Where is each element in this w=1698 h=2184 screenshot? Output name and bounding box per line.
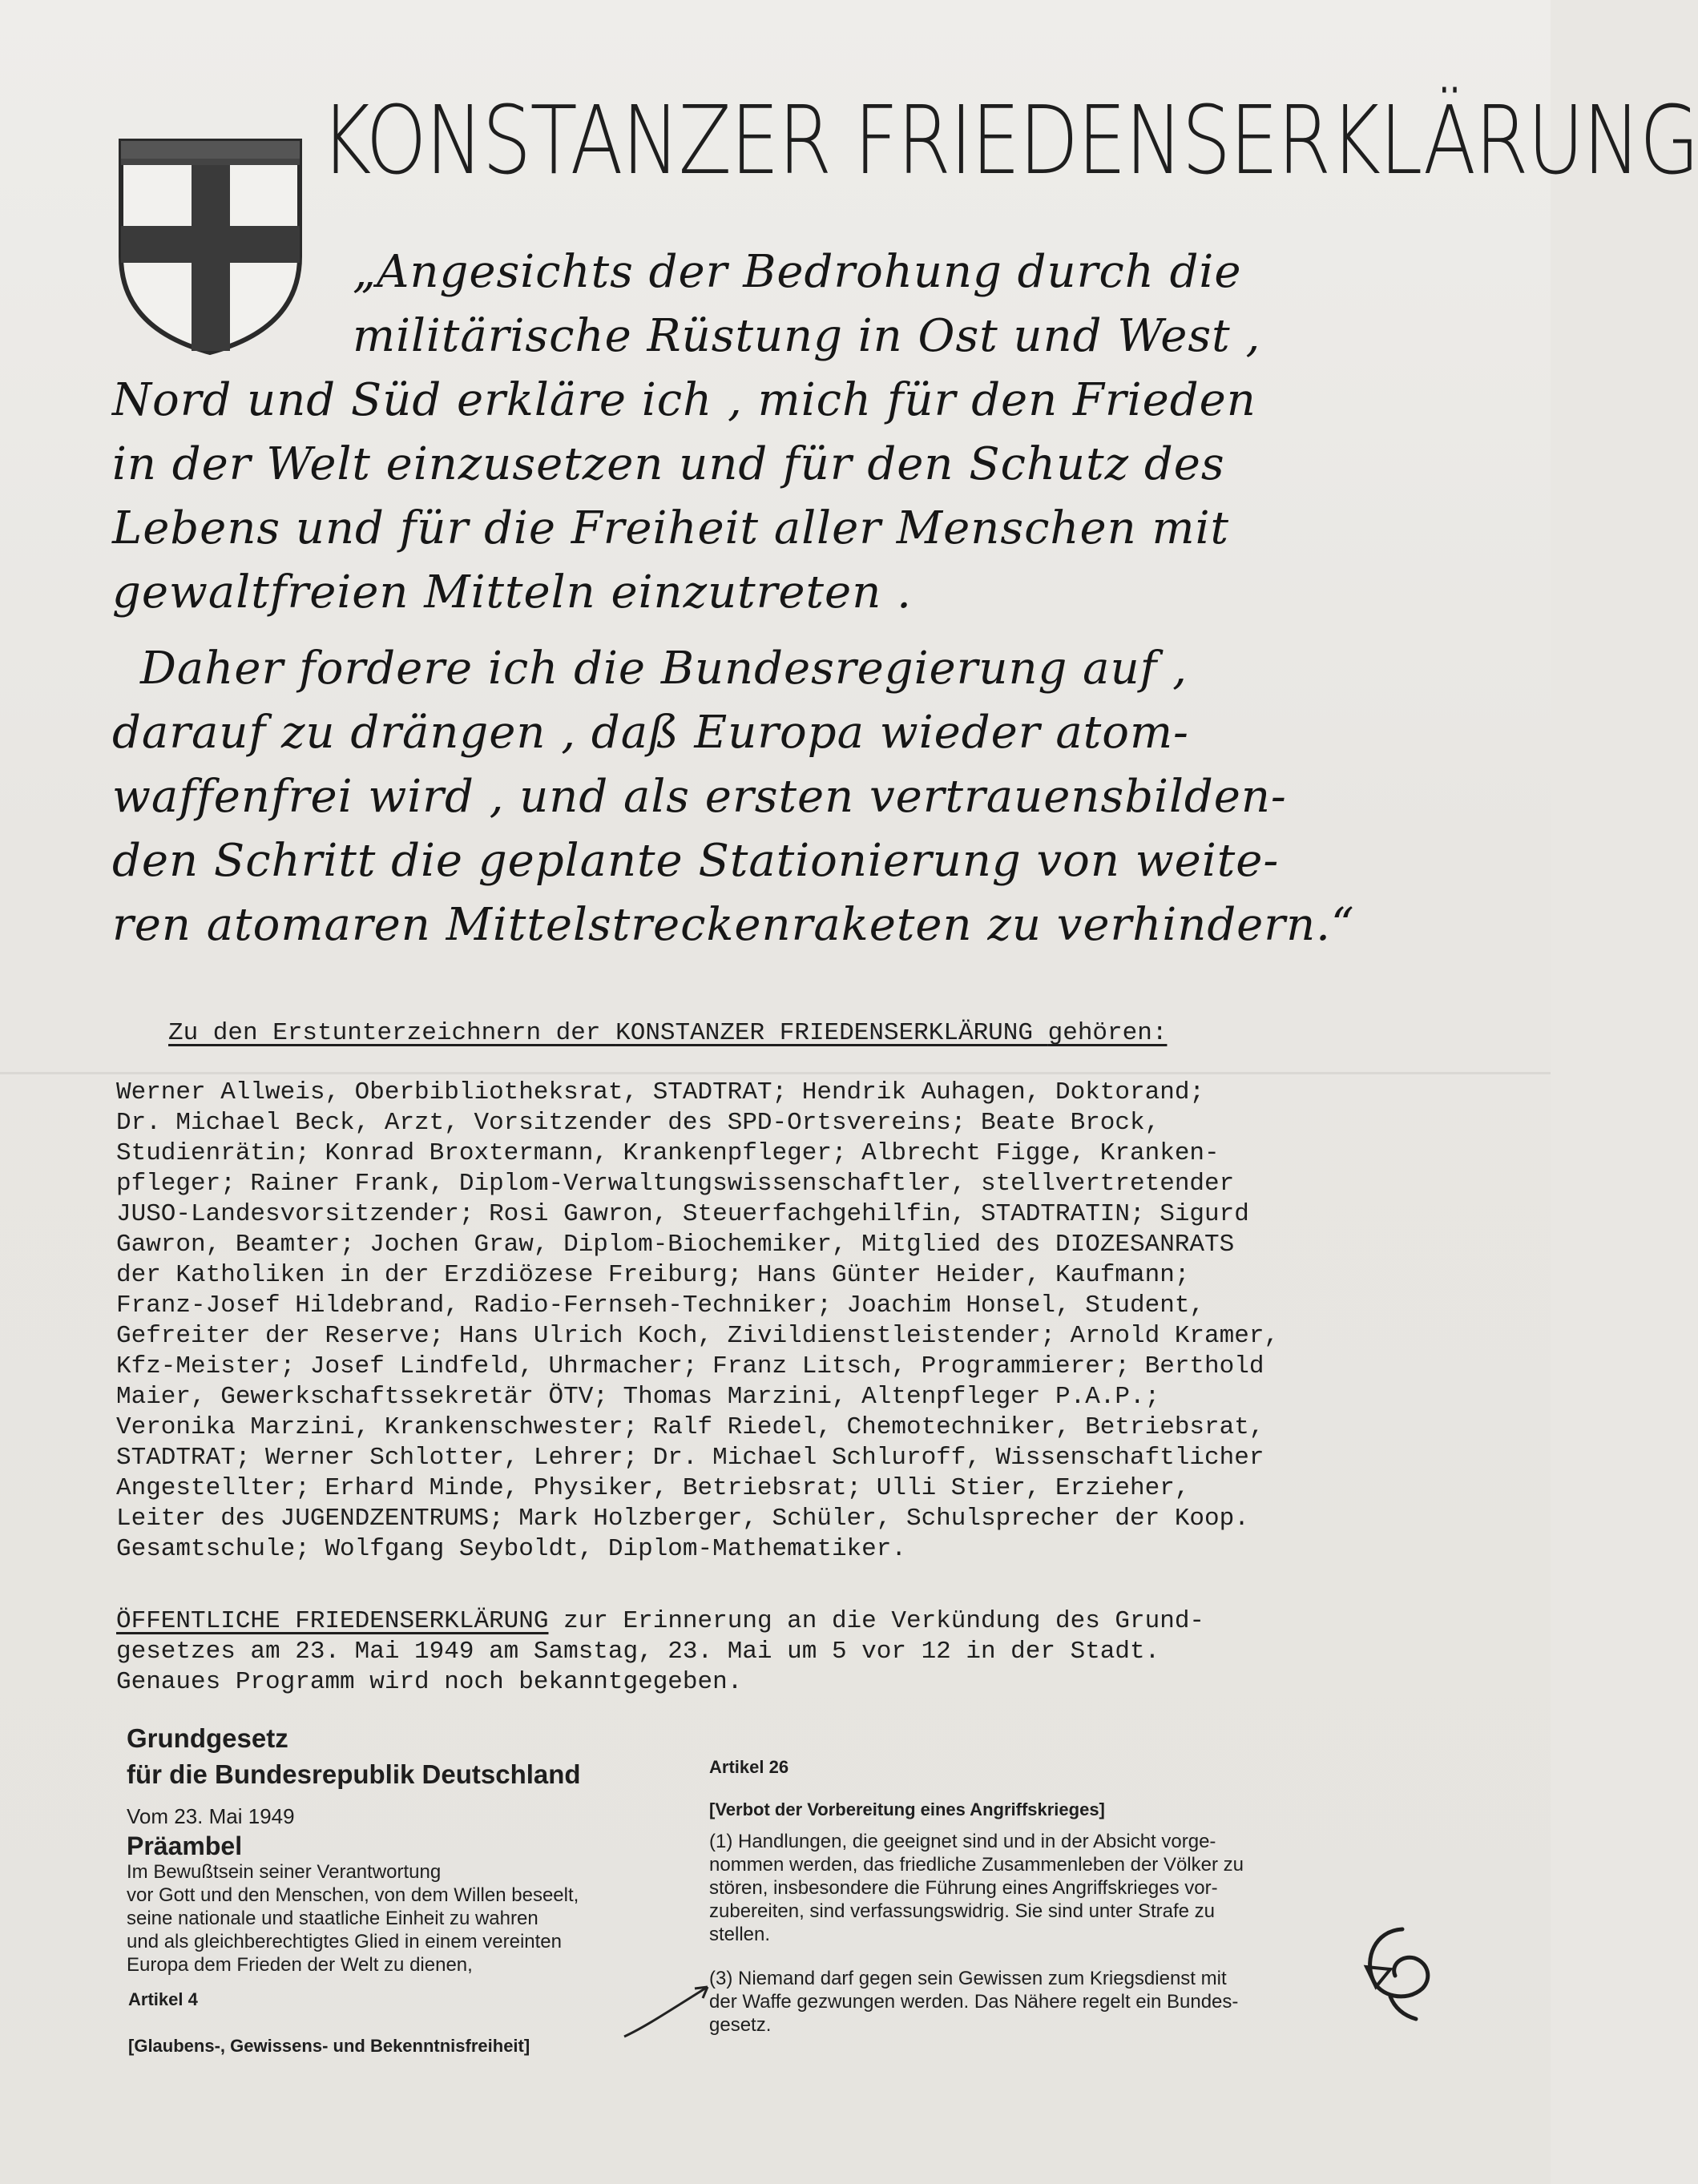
declaration-line: darauf zu drängen , daß Europa wieder atom- — [112, 707, 1189, 759]
art4-p3-line: der Waffe gezwungen werden. Das Nähere regelt ein Bundes- — [709, 1991, 1239, 2013]
signer-line: Werner Allweis, Oberbibliotheksrat, STADTRAT; Hendrik Auhagen, Doktorand; — [116, 1078, 1205, 1106]
coat-of-arms-icon — [116, 136, 305, 357]
declaration-line: militärische Rüstung in Ost und West , — [353, 310, 1261, 362]
declaration-line: Daher fordere ich die Bundesregierung auf , — [140, 643, 1188, 695]
art26-line: stören, insbesondere die Führung eines Angriffskrieges vor- — [709, 1877, 1218, 1899]
signer-line: Franz-Josef Hildebrand, Radio-Fernseh-Techniker; Joachim Honsel, Student, — [116, 1291, 1205, 1320]
preamble-title: Präambel — [127, 1831, 243, 1860]
declaration-line: in der Welt einzusetzen und für den Schutz des — [112, 438, 1225, 490]
art26-title: Artikel 26 — [709, 1757, 789, 1777]
gg-date: Vom 23. Mai 1949 — [127, 1804, 295, 1828]
signer-line: Kfz-Meister; Josef Lindfeld, Uhrmacher; Franz Litsch, Programmierer; Berthold — [116, 1352, 1264, 1380]
signer-line: der Katholiken in der Erzdiözese Freiburg; Hans Günter Heider, Kaufmann; — [116, 1261, 1190, 1289]
preamble-line: vor Gott und den Menschen, von dem Willen beseelt, — [127, 1884, 579, 1906]
signer-line: pfleger; Rainer Frank, Diplom-Verwaltungswissenschaftler, stellvertretender — [116, 1170, 1235, 1198]
art26-text — [709, 1830, 1244, 1946]
preamble-line: und als gleichberechtigtes Glied in einem vereinten — [127, 1931, 562, 1952]
preamble-text — [127, 1860, 579, 1976]
declaration-line: ren atomaren Mittelstreckenraketen zu verhindern.“ — [112, 899, 1355, 951]
art4-paragraph-3 — [709, 1967, 1238, 2037]
declaration-line: waffenfrei wird , und als ersten vertrauensbilden- — [112, 771, 1287, 823]
hand-drawn-arrow-icon — [621, 1979, 717, 2039]
gg-heading: Grundgesetz — [127, 1723, 288, 1753]
dove-logo-icon — [1358, 1923, 1434, 2023]
signer-line: Leiter des JUGENDZENTRUMS; Mark Holzberger, Schüler, Schulsprecher der Koop. — [116, 1505, 1249, 1533]
art4-subtitle: [Glaubens-, Gewissens- und Bekenntnisfreiheit] — [128, 2036, 530, 2056]
declaration-line: den Schritt die geplante Stationierung von weite- — [112, 835, 1280, 887]
signer-line: STADTRAT; Werner Schlotter, Lehrer; Dr. Michael Schluroff, Wissenschaftlicher — [116, 1444, 1264, 1472]
art26-line: nommen werden, das friedliche Zusammenleben der Völker zu — [709, 1854, 1244, 1876]
signer-line: Studienrätin; Konrad Broxtermann, Krankenpfleger; Albrecht Figge, Kranken- — [116, 1139, 1220, 1167]
paper-fold — [0, 1072, 1551, 1074]
signer-line: Maier, Gewerkschaftssekretär ÖTV; Thomas Marzini, Altenpfleger P.A.P.; — [116, 1383, 1160, 1411]
art26-subtitle: [Verbot der Vorbereitung eines Angriffskrieges] — [709, 1799, 1105, 1819]
declaration-line: Lebens und für die Freiheit aller Menschen mit — [112, 502, 1230, 554]
signer-line: Angestellter; Erhard Minde, Physiker, Betriebsrat; Ulli Stier, Erzieher, — [116, 1474, 1190, 1502]
preamble-line: seine nationale und staatliche Einheit zu wahren — [127, 1908, 538, 1929]
signers-heading: Zu den Erstunterzeichnern der KONSTANZER FRIEDENSERKLÄRUNG gehören: — [168, 1019, 1168, 1047]
preamble-line: Europa dem Frieden der Welt zu dienen, — [127, 1954, 473, 1976]
signer-line: Gesamtschule; Wolfgang Seyboldt, Diplom-Mathematiker. — [116, 1535, 906, 1563]
art4-title: Artikel 4 — [128, 1989, 198, 2009]
signers-list — [116, 1078, 1279, 1565]
art26-line: (1) Handlungen, die geeignet sind und in der Absicht vorge- — [709, 1831, 1216, 1852]
art26-line: stellen. — [709, 1924, 771, 1945]
art26-line: zubereiten, sind verfassungswidrig. Sie sind unter Strafe zu — [709, 1900, 1215, 1922]
art4-p3-line: gesetz. — [709, 2014, 772, 2036]
public-announcement: ÖFFENTLICHE FRIEDENSERKLÄRUNG zur Erinnerung an die Verkündung des Grund- gesetzes am 23. Mai 1949 am Samstag, 23. Mai um 5 vor 12 in der Stadt. Genaues Programm wird noch bekanntgegeben. — [116, 1607, 1205, 1696]
signer-line: Dr. Michael Beck, Arzt, Vorsitzender des SPD-Ortsvereins; Beate Brock, — [116, 1109, 1160, 1137]
signer-line: Gawron, Beamter; Jochen Graw, Diplom-Biochemiker, Mitglied des DIOZESANRATS — [116, 1231, 1235, 1259]
preamble-line: Im Bewußtsein seiner Verantwortung — [127, 1861, 442, 1883]
declaration-line: Nord und Süd erkläre ich , mich für den Frieden — [112, 374, 1256, 426]
declaration-line: gewaltfreien Mitteln einzutreten . — [112, 566, 912, 619]
gg-subheading: für die Bundesrepublik Deutschland — [127, 1759, 581, 1789]
declaration-line: „Angesichts der Bedrohung durch die — [353, 246, 1242, 298]
signer-line: Veronika Marzini, Krankenschwester; Ralf Riedel, Chemotechniker, Betriebsrat, — [116, 1413, 1264, 1441]
public-highlight: ÖFFENTLICHE FRIEDENSERKLÄRUNG — [116, 1607, 549, 1635]
signer-line: JUSO-Landesvorsitzender; Rosi Gawron, Steuerfachgehilfin, STADTRATIN; Sigurd — [116, 1200, 1249, 1228]
art4-p3-line: (3) Niemand darf gegen sein Gewissen zum Kriegsdienst mit — [709, 1968, 1227, 1989]
page-title: KONSTANZER FRIEDENSERKLÄRUNG — [321, 85, 1698, 195]
signer-line: Gefreiter der Reserve; Hans Ulrich Koch, Zivildienstleistender; Arnold Kramer, — [116, 1322, 1280, 1350]
